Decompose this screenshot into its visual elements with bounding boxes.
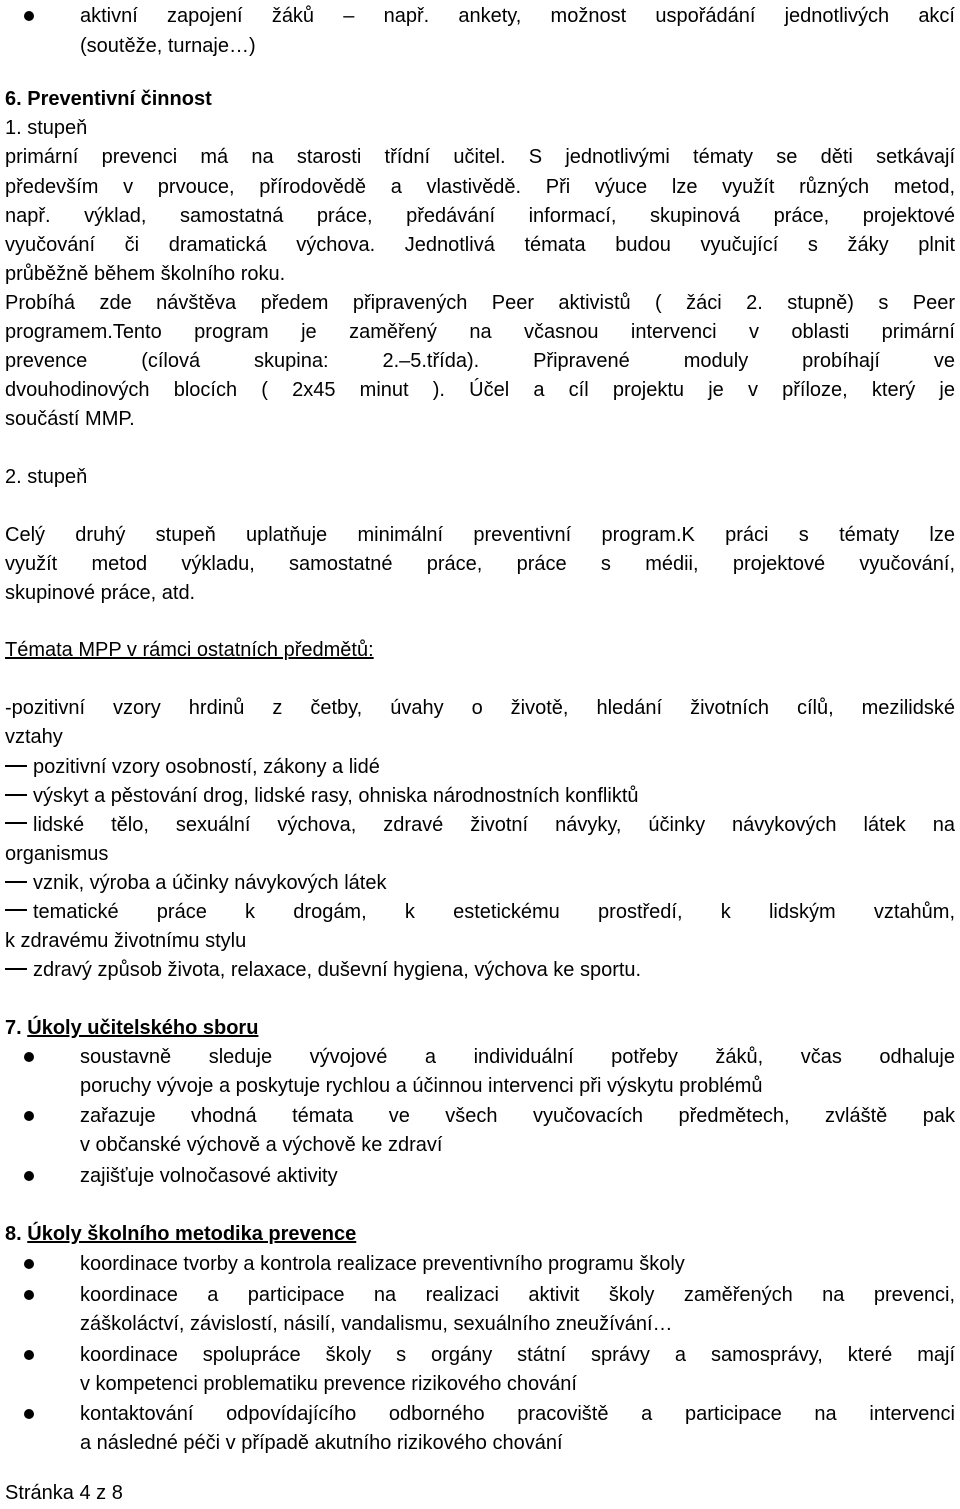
paragraph-line: součástí MMP. — [5, 408, 135, 430]
bullet-icon — [24, 1171, 34, 1181]
bullet-icon — [24, 1111, 34, 1121]
bullet-text: zajišťuje volnočasové aktivity — [80, 1165, 338, 1187]
paragraph-line: prevence (cílová skupina: 2.–5.třída). Připravené moduly probíhají ve — [5, 350, 955, 372]
subheading: 2. stupeň — [5, 466, 88, 488]
paragraph-line: dvouhodinových blocích ( 2x45 minut ). Účel a cíl projektu je v příloze, který je — [5, 379, 955, 401]
bullet-text: koordinace tvorby a kontrola realizace preventivního programu školy — [80, 1253, 685, 1275]
topic-item: tematické práce k drogám, k estetickému prostředí, k lidským vztahům, — [33, 901, 955, 923]
bullet-text: soustavně sleduje vývojové a individuální potřeby žáků, včas odhaluje — [80, 1046, 955, 1068]
paragraph-line: Probíhá zde návštěva předem připravených Peer aktivistů ( žáci 2. stupně) s Peer — [5, 292, 955, 314]
section-heading: Úkoly učitelského sboru — [27, 1017, 259, 1039]
section-number: 7. — [5, 1017, 28, 1039]
topic-item: zdravý způsob života, relaxace, duševní hygiena, výchova ke sportu. — [33, 959, 642, 981]
bullet-text: kontaktování odpovídajícího odborného pracoviště a participace na intervenci — [80, 1403, 955, 1425]
topic-line: vztahy — [5, 726, 63, 748]
topic-item: výskyt a pěstování drog, lidské rasy, ohniska národnostních konfliktů — [33, 785, 639, 807]
bullet-icon — [24, 11, 34, 21]
topic-item: vznik, výroba a účinky návykových látek — [33, 872, 387, 894]
bullet-text: koordinace spolupráce školy s orgány státní správy a samosprávy, které mají — [80, 1344, 955, 1366]
bullet-text: poruchy vývoje a poskytuje rychlou a účinnou intervenci při výskytu problémů — [80, 1075, 763, 1097]
paragraph-line: Celý druhý stupeň uplatňuje minimální preventivní program.K práci s tématy lze — [5, 524, 955, 546]
paragraph-line: vyučování či dramatická výchova. Jednotlivá témata budou vyučující s žáky plnit — [5, 234, 955, 256]
bullet-text: (soutěže, turnaje…) — [80, 35, 256, 57]
dash-icon — [5, 822, 27, 824]
topic-item: pozitivní vzory osobností, zákony a lidé — [33, 756, 380, 778]
topic-item: k zdravému životnímu stylu — [5, 930, 247, 952]
paragraph-line: např. výklad, samostatná práce, předávání informací, skupinová práce, projektové — [5, 205, 955, 227]
topic-item: lidské tělo, sexuální výchova, zdravé životní návyky, účinky návykových látek na — [33, 814, 955, 836]
paragraph-line: průběžně během školního roku. — [5, 263, 286, 285]
bullet-text: v občanské výchově a výchově ke zdraví — [80, 1134, 443, 1156]
bullet-icon — [24, 1259, 34, 1269]
dash-icon — [5, 909, 27, 911]
section-heading: Úkoly školního metodika prevence — [27, 1223, 357, 1245]
paragraph-line: skupinové práce, atd. — [5, 582, 196, 604]
dash-icon — [5, 968, 27, 970]
bullet-icon — [24, 1290, 34, 1300]
subheading: 1. stupeň — [5, 117, 88, 139]
page-footer: Stránka 4 z 8 — [5, 1482, 123, 1504]
paragraph-line: využít metod výkladu, samostatné práce, práce s médii, projektové vyučování, — [5, 553, 955, 575]
bullet-text: koordinace a participace na realizaci aktivit školy zaměřených na prevenci, — [80, 1284, 955, 1306]
bullet-icon — [24, 1409, 34, 1419]
paragraph-line: především v prvouce, přírodovědě a vlastivědě. Při výuce lze využít různých metod, — [5, 176, 955, 198]
bullet-text: aktivní zapojení žáků – např. ankety, možnost uspořádání jednotlivých akcí — [80, 5, 955, 27]
section-number: 8. — [5, 1223, 28, 1245]
bullet-text: v kompetenci problematiku prevence rizikového chování — [80, 1373, 577, 1395]
bullet-icon — [24, 1350, 34, 1360]
bullet-text: záškoláctví, závislostí, násilí, vandalismu, sexuálního zneužívání… — [80, 1313, 673, 1335]
paragraph-line: primární prevenci má na starosti třídní učitel. S jednotlivými tématy se děti setkávají — [5, 146, 955, 168]
bullet-text: a následné péči v případě akutního rizikového chování — [80, 1432, 563, 1454]
dash-icon — [5, 881, 27, 883]
bullet-icon — [24, 1052, 34, 1062]
section-heading: 6. Preventivní činnost — [5, 88, 212, 110]
dash-icon — [5, 765, 27, 767]
paragraph-line: programem.Tento program je zaměřený na včasnou intervenci v oblasti primární — [5, 321, 955, 343]
topics-heading: Témata MPP v rámci ostatních předmětů: — [5, 639, 374, 661]
topic-line: -pozitivní vzory hrdinů z četby, úvahy o životě, hledání životních cílů, mezilidské — [5, 697, 955, 719]
topic-item: organismus — [5, 843, 109, 865]
dash-icon — [5, 794, 27, 796]
bullet-text: zařazuje vhodná témata ve všech vyučovacích předmětech, zvláště pak — [80, 1105, 955, 1127]
